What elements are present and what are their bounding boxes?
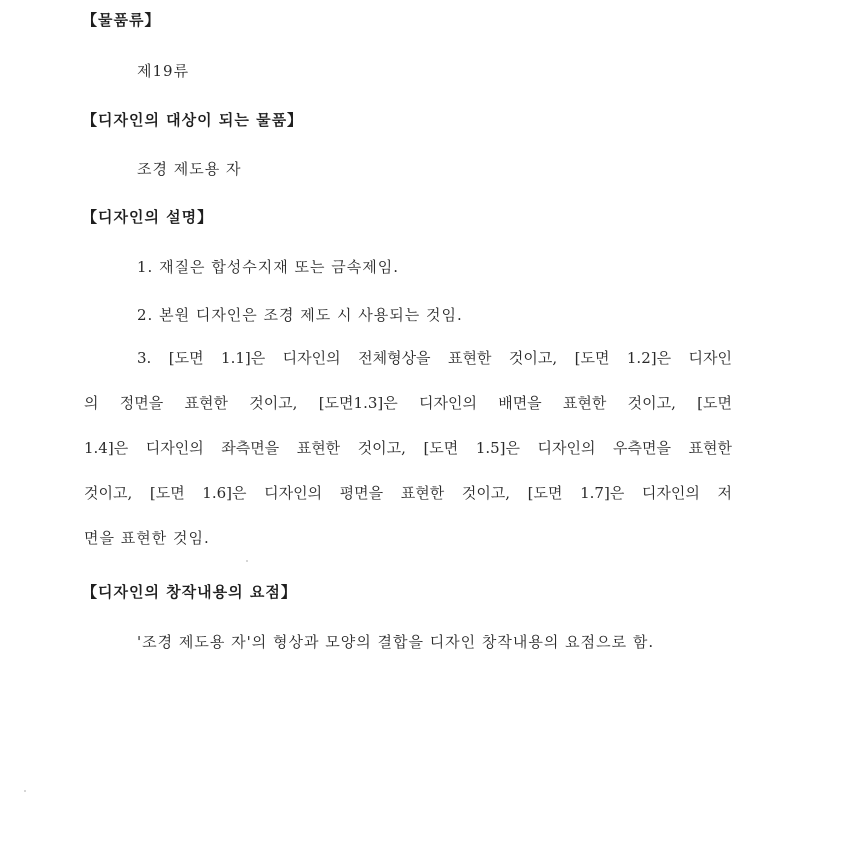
essence-value: '조경 제도용 자'의 형상과 모양의 결합을 디자인 창작내용의 요점으로 함. (137, 633, 655, 651)
description-item-3-line: 의 정면을 표현한 것이고, [도면1.3]은 디자인의 배면을 표현한 것이고, [도면 (84, 394, 732, 412)
description-item-1: 1. 재질은 합성수지재 또는 금속제임. (137, 258, 400, 276)
section-heading-category: 【물품류】 (82, 11, 161, 29)
section-heading-description: 【디자인의 설명】 (82, 208, 214, 226)
description-item-2: 2. 본원 디자인은 조경 제도 시 사용되는 것임. (137, 306, 463, 324)
section-heading-article: 【디자인의 대상이 되는 물품】 (82, 111, 304, 129)
category-value: 제19류 (137, 62, 190, 80)
scan-speck (246, 560, 248, 562)
description-item-3-line: 면을 표현한 것임. (84, 529, 210, 547)
section-heading-essence: 【디자인의 창작내용의 요점】 (82, 583, 297, 601)
article-value: 조경 제도용 자 (137, 160, 242, 178)
description-item-3-line: 1.4]은 디자인의 좌측면을 표현한 것이고, [도면 1.5]은 디자인의 우측면을 표현한 (84, 439, 732, 457)
description-item-3 (84, 336, 732, 561)
description-item-3-line: 것이고, [도면 1.6]은 디자인의 평면을 표현한 것이고, [도면 1.7]은 디자인의 저 (84, 484, 732, 502)
scan-speck (24, 790, 26, 792)
description-item-3-line: 3. [도면 1.1]은 디자인의 전체형상을 표현한 것이고, [도면 1.2]은 디자인 (137, 349, 732, 367)
